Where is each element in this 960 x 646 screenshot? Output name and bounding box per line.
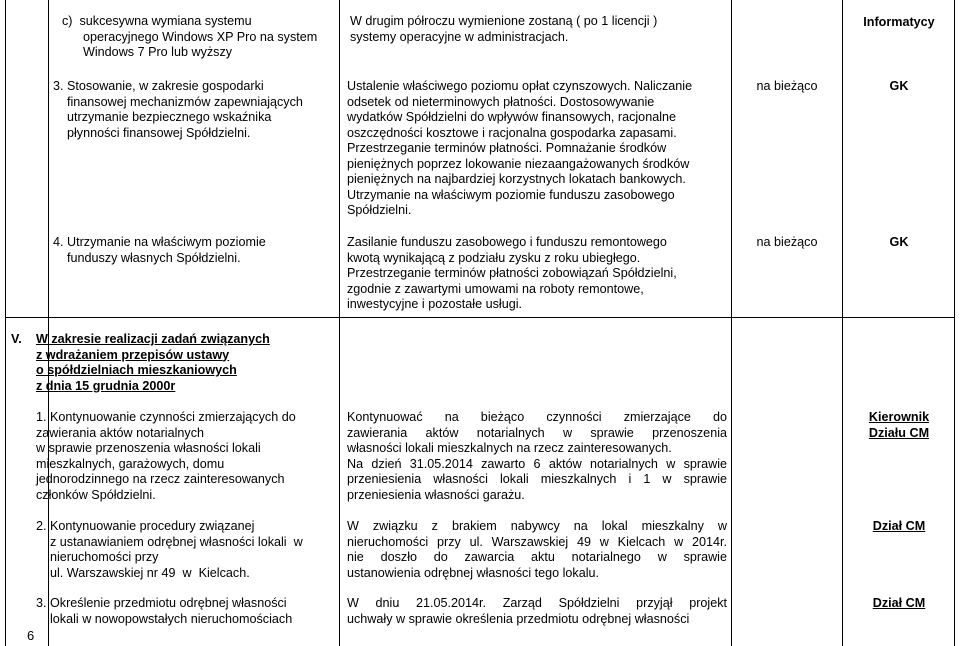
row-3b-description: 3. Określenie przedmiotu odrębnej własności lokali w nowopowstałych nieruchomościach [36, 596, 293, 626]
page-number: 6 [27, 628, 35, 643]
grid-line [954, 0, 955, 646]
row-c-description: c) sukcesywna wymiana systemu operacyjnego Windows XP Pro na system Windows 7 Pro lub wyższy [62, 14, 318, 59]
row-3b-action-line: W dniu 21.05.2014r. Zarząd Spółdzielni przyjął projekt [347, 596, 727, 610]
grid-line [339, 0, 340, 646]
row-3-action: Ustalenie właściwego poziomu opłat czynszowych. Naliczanie odsetek od nieterminowych płatności. Dostosowywanie wydatków Spółdzielni do wpływów finansowych, racjonalne oszczędności kosztowe i racjonalna gospodarka zapasami. Przestrzeganie terminów płatności. Pomnażanie środków pieniężnych poprzez lokowanie niezaangażowanych środków pieniężnych na najbardziej korzystnych lokatach bankowych. Utrzymanie na właściwym poziomie funduszu zasobowego Spółdzielni. [347, 79, 693, 217]
row-4-responsible: GK [889, 235, 909, 249]
row-2-responsible: Dział CM [872, 519, 926, 533]
row-2-action-line: ustanowienia odrębnej własności tego lokalu. [347, 565, 600, 580]
row-2-action-line: nieruchomości przy ul. Warszawskiej 49 w Kielcach w 2014r. [347, 534, 727, 549]
row-1-action-line: zawierania aktów notarialnych w sprawie przenoszenia [347, 425, 727, 440]
row-1-action [347, 410, 727, 503]
row-1-responsible: Kierownik Działu CM [868, 410, 930, 440]
row-3-description: 3. Stosowanie, w zakresie gospodarki finansowej mechanizmów zapewniających utrzymanie bezpiecznego wskaźnika płynności finansowej Spółdzielni. [53, 79, 303, 140]
row-1-description: 1. Kontynuowanie czynności zmierzających do zawierania aktów notarialnych w sprawie przenoszenia własności lokali mieszkalnych, garażowych, domu jednorodzinnego na rzecz zainteresowanych członków Spółdzielni. [36, 410, 296, 502]
row-3b-action-line: uchwały w sprawie określenia przedmiotu odrębnej własności [347, 611, 690, 626]
grid-line [842, 0, 843, 646]
row-4-description: 4. Utrzymanie na właściwym poziomie funduszy własnych Spółdzielni. [53, 235, 266, 265]
row-2-description: 2. Kontynuowanie procedury związanej z ustanawianiem odrębnej własności lokali w nieruchomości przy ul. Warszawskiej nr 49 w Kielcach. [36, 519, 303, 580]
row-c-responsible: Informatycy [863, 15, 935, 29]
section-divider [5, 317, 955, 318]
row-1-action-line: Na dzień 31.05.2014 zawarto 6 aktów notarialnych w sprawie [347, 456, 727, 471]
row-c-action: W drugim półroczu wymienione zostaną ( po 1 licencji ) systemy operacyjne w administracjach. [350, 14, 658, 44]
row-2-action-line: nie doszło do zawarcia aktu notarialnego w sprawie [347, 550, 727, 564]
row-2-action [347, 519, 727, 581]
row-1-action-line: przeniesienia własności garażu. [347, 487, 525, 502]
row-3b-responsible: Dział CM [872, 596, 926, 610]
grid-line [731, 0, 732, 646]
section-number: V. [11, 332, 22, 346]
row-4-action: Zasilanie funduszu zasobowego i funduszu remontowego kwotą wynikającą z podziału zysku z roku ubiegłego. Przestrzeganie terminów płatności zobowiązań Spółdzielni, zgodnie z zawartymi umowami na roboty remontowe, inwestycyjne i pozostałe usługi. [347, 235, 677, 311]
row-1-action-line: własności lokali mieszkalnych na rzecz zainteresowanych. [347, 441, 672, 455]
section-title: W zakresie realizacji zadań związanych z wdrażaniem przepisów ustawy o spółdzielniach mieszkaniowych z dnia 15 grudnia 2000r [36, 332, 270, 393]
row-4-term: na bieżąco [756, 235, 818, 249]
row-3b-action [347, 596, 727, 627]
grid-line [5, 0, 6, 646]
row-1-action-line: Kontynuować na bieżąco czynności zmierzające do [347, 410, 727, 424]
row-1-action-line: przeniesienia własności lokali mieszkalnych i 1 w sprawie [347, 472, 727, 486]
row-3-term: na bieżąco [756, 79, 818, 93]
row-3-responsible: GK [889, 79, 909, 93]
row-2-action-line: W związku z brakiem nabywcy na lokal mieszkalny w [347, 519, 727, 533]
